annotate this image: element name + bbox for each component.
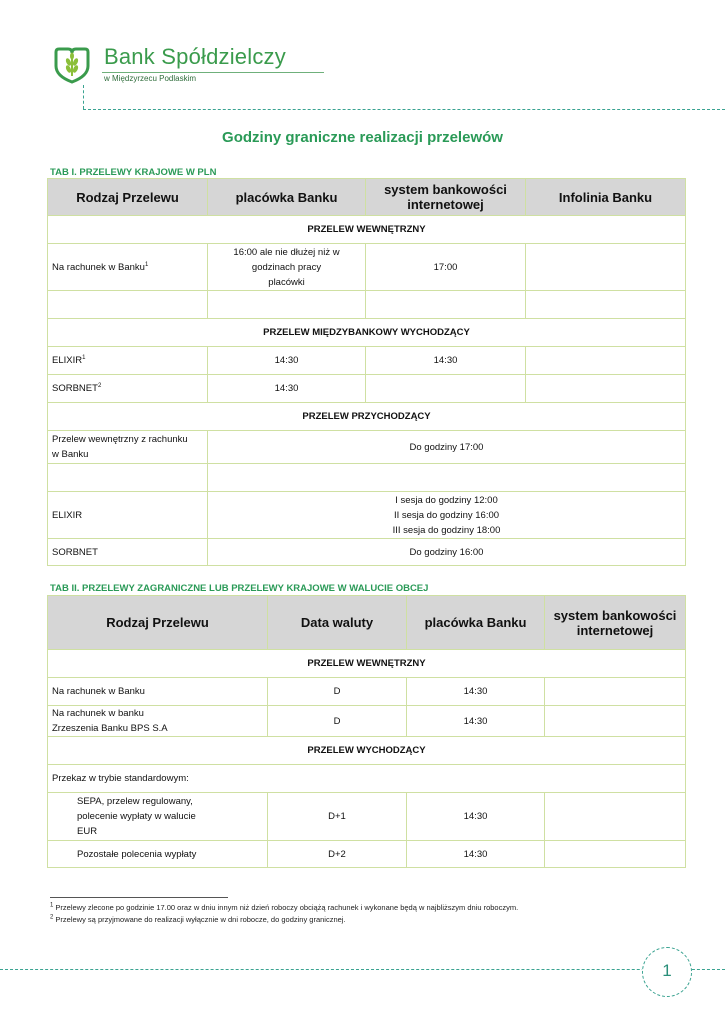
row-label: SORBNET$^2$: [48, 375, 208, 403]
section-heading: PRZELEW PRZYCHODZĄCY: [48, 403, 686, 431]
row-label: Na rachunek w banku Zrzeszenia Banku BPS S.A: [48, 706, 268, 737]
table-section-row: [48, 216, 686, 244]
bank-emblem-icon: [52, 46, 92, 84]
tab2-header-row: [48, 596, 686, 650]
logo-divider: [102, 72, 324, 73]
footnote-divider: [50, 897, 228, 898]
table-row: [48, 492, 686, 539]
table-cell: [545, 841, 686, 868]
table-section-row: [48, 319, 686, 347]
table-cell: [545, 678, 686, 706]
table-cell: 17:00: [366, 244, 526, 291]
tab1-header-cell: Rodzaj Przelewu: [48, 179, 208, 216]
table-cell: D+1: [268, 793, 407, 841]
page-number-badge: [642, 947, 692, 997]
table-cell: [48, 464, 208, 492]
table-row: [48, 291, 686, 319]
table-cell: [366, 291, 526, 319]
tab2-header-cell: Data waluty: [268, 596, 407, 650]
footnote: $^2$ Przelewy są przyjmowane do realizacji wyłącznie w dni robocze, do godziny granicznej.: [50, 914, 346, 924]
table-cell: 14:30: [208, 347, 366, 375]
table-row: [48, 347, 686, 375]
table-cell: [208, 464, 686, 492]
table-cell: [208, 291, 366, 319]
row-label: ELIXIR$^1$: [48, 347, 208, 375]
table-row: [48, 539, 686, 566]
row-label: Przekaz w trybie standardowym:: [48, 765, 686, 793]
row-label: Na rachunek w Banku$^1$: [48, 244, 208, 291]
footnote-ref: 1: [82, 354, 86, 361]
table-row: [48, 706, 686, 737]
table-cell: [526, 347, 686, 375]
table-cell: Do godziny 17:00: [208, 431, 686, 464]
table-row: [48, 793, 686, 841]
bank-logo: [52, 44, 286, 86]
table-section-row: [48, 650, 686, 678]
table-cell: Do godziny 16:00: [208, 539, 686, 566]
tab2-header-cell: Rodzaj Przelewu: [48, 596, 268, 650]
table-row: [48, 841, 686, 868]
tab1-label: TAB I. PRZELEWY KRAJOWE W PLN: [50, 167, 217, 178]
footnote-ref: 1: [144, 261, 149, 268]
table-cell: D+2: [268, 841, 407, 868]
table-cell: 14:30: [407, 706, 545, 737]
footnote: $^1$ Przelewy zlecone po godzinie 17.00 oraz w dniu innym niż dzień roboczy obciążą rachunek i wykonane będą w najbliższym dniu roboczym.: [50, 902, 519, 912]
table-section-row: [48, 403, 686, 431]
page-title: Godziny graniczne realizacji przelewów: [222, 129, 503, 146]
tab2-header-cell: placówka Banku: [407, 596, 545, 650]
tab2-label: TAB II. PRZELEWY ZAGRANICZNE LUB PRZELEWY KRAJOWE W WALUCIE OBCEJ: [50, 583, 429, 594]
footnote-ref: 2: [97, 382, 102, 389]
table-cell: 16:00 ale nie dłużej niż w godzinach pracy placówki: [208, 244, 366, 291]
header-dash-corner: [83, 85, 84, 109]
table-cell: [526, 244, 686, 291]
logo-subtitle: w Międzyrzecu Podlaskim: [104, 74, 197, 83]
table-cell: 14:30: [208, 375, 366, 403]
tab1-header-cell: system bankowości internetowej: [366, 179, 526, 216]
table-cell: [545, 706, 686, 737]
logo-title: Bank Spółdzielczy: [104, 44, 286, 69]
section-heading: PRZELEW WEWNĘTRZNY: [48, 650, 686, 678]
page-number: 1: [662, 961, 672, 980]
row-label: SORBNET: [48, 539, 208, 566]
table-row: [48, 678, 686, 706]
table-row: [48, 431, 686, 464]
section-heading: PRZELEW WEWNĘTRZNY: [48, 216, 686, 244]
table-cell: D: [268, 678, 407, 706]
table-cell: 14:30: [407, 841, 545, 868]
tab2-header-cell: system bankowości internetowej: [545, 596, 686, 650]
table-cell: [526, 375, 686, 403]
header-dash-line: [83, 109, 725, 110]
table-row: [48, 765, 686, 793]
table-cell: [545, 793, 686, 841]
table-section-row: [48, 737, 686, 765]
table-cell: D: [268, 706, 407, 737]
row-label: ELIXIR: [48, 492, 208, 539]
row-label: Na rachunek w Banku: [48, 678, 268, 706]
tab1-table: [47, 178, 686, 566]
table-cell: 14:30: [407, 793, 545, 841]
table-row: [48, 375, 686, 403]
tab2-table: [47, 595, 686, 868]
table-cell: 14:30: [366, 347, 526, 375]
tab1-header-row: [48, 179, 686, 216]
section-heading: PRZELEW WYCHODZĄCY: [48, 737, 686, 765]
table-cell: 14:30: [407, 678, 545, 706]
row-label: SEPA, przelew regulowany, polecenie wypłaty w walucie EUR: [48, 793, 268, 841]
tab1-header-cell: placówka Banku: [208, 179, 366, 216]
row-label: Pozostałe polecenia wypłaty: [48, 841, 268, 868]
section-heading: PRZELEW MIĘDZYBANKOWY WYCHODZĄCY: [48, 319, 686, 347]
row-label: Przelew wewnętrzny z rachunku w Banku: [48, 431, 208, 464]
table-row: [48, 464, 686, 492]
footer-dash-line: [0, 969, 725, 970]
tab1-header-cell: Infolinia Banku: [526, 179, 686, 216]
table-cell: [526, 291, 686, 319]
table-cell: I sesja do godziny 12:00 II sesja do godziny 16:00 III sesja do godziny 18:00: [208, 492, 686, 539]
table-row: [48, 244, 686, 291]
table-cell: [48, 291, 208, 319]
table-cell: [366, 375, 526, 403]
